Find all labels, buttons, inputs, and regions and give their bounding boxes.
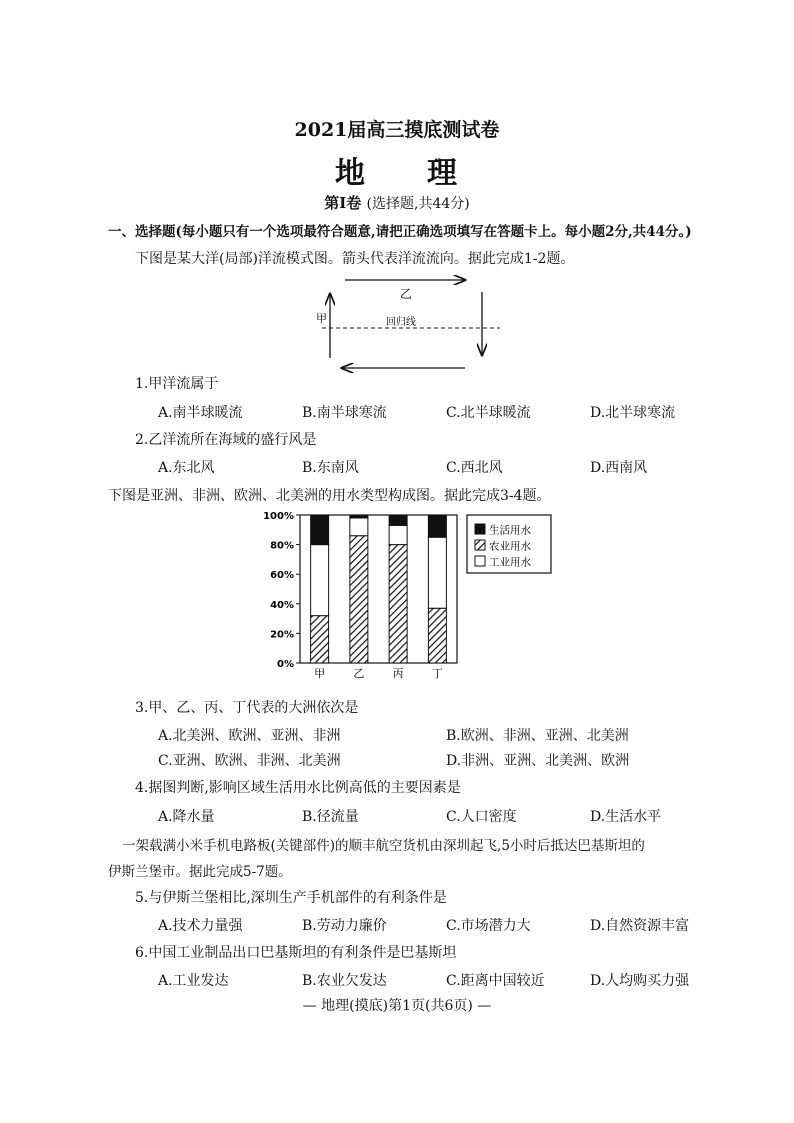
subject-char-1: 地 xyxy=(335,156,367,191)
volume-label: 第Ⅰ卷 xyxy=(324,194,362,212)
q1-option-b: B.南半球寒流 xyxy=(302,405,387,421)
legend-swatch xyxy=(475,556,485,566)
legend-label: 农业用水 xyxy=(489,540,531,553)
bar-segment xyxy=(311,515,329,545)
group3-intro-line2: 伊斯兰堡市。据此完成5-7题。 xyxy=(108,864,292,880)
y-tick-label: 60% xyxy=(270,570,294,582)
subject-title xyxy=(0,148,794,192)
q5-stem: 5.与伊斯兰堡相比,深圳生产手机部件的有利条件是 xyxy=(135,890,447,906)
q1-option-c: C.北半球暖流 xyxy=(446,405,531,421)
volume-note: (选择题,共44分) xyxy=(366,196,470,212)
section-heading: 一、选择题(每小题只有一个选项最符合题意,请把正确选项填写在答题卡上。每小题2分,共44分。) xyxy=(108,224,692,240)
q3-option-c: C.亚洲、欧洲、非洲、北美洲 xyxy=(158,753,341,769)
bar-segment xyxy=(428,537,446,608)
bar-segment xyxy=(311,545,329,616)
page-footer: — 地理(摸底)第1页(共6页) — xyxy=(302,998,492,1014)
q3-option-d: D.非洲、亚洲、北美洲、欧洲 xyxy=(446,753,630,769)
q5-option-a: A.技术力量强 xyxy=(158,918,243,934)
q6-stem: 6.中国工业制品出口巴基斯坦的有利条件是巴基斯坦 xyxy=(135,945,457,961)
q6-option-c: C.距离中国较近 xyxy=(446,973,545,989)
q2-option-d: D.西南风 xyxy=(590,460,648,476)
volume-heading xyxy=(0,192,794,213)
q4-option-c: C.人口密度 xyxy=(446,809,517,825)
y-tick-label: 40% xyxy=(270,599,294,611)
y-tick-label: 80% xyxy=(270,540,294,552)
legend-swatch xyxy=(475,524,485,534)
q1-option-d: D.北半球寒流 xyxy=(590,405,676,421)
subject-char-2: 理 xyxy=(427,156,459,191)
bar-segment xyxy=(311,616,329,663)
x-category-label: 乙 xyxy=(353,667,365,680)
q2-stem: 2.乙洋流所在海域的盛行风是 xyxy=(135,432,317,448)
q4-stem: 4.据图判断,影响区域生活用水比例高低的主要因素是 xyxy=(135,780,461,796)
q6-option-a: A.工业发达 xyxy=(158,973,229,989)
q6-option-d: D.人均购买力强 xyxy=(590,973,690,989)
q3-option-b: B.欧洲、非洲、亚洲、北美洲 xyxy=(446,728,629,744)
legend-label: 生活用水 xyxy=(489,524,531,537)
bar-segment xyxy=(389,525,407,544)
q4-option-d: D.生活水平 xyxy=(590,809,662,825)
q4-option-b: B.径流量 xyxy=(302,809,359,825)
q5-option-d: D.自然资源丰富 xyxy=(590,918,690,934)
x-category-label: 丁 xyxy=(431,667,443,680)
y-tick-label: 0% xyxy=(277,659,294,670)
legend-swatch xyxy=(475,540,485,550)
water-use-chart xyxy=(260,505,560,685)
bar-segment xyxy=(350,518,368,536)
q1-option-a: A.南半球暖流 xyxy=(158,405,243,421)
x-category-label: 丙 xyxy=(392,667,404,680)
bar-segment xyxy=(428,515,446,537)
group1-intro: 下图是某大洋(局部)洋流模式图。箭头代表洋流流向。据此完成1-2题。 xyxy=(135,251,575,267)
q2-option-c: C.西北风 xyxy=(446,460,503,476)
y-tick-label: 20% xyxy=(270,629,294,641)
group3-intro-line1: 一架载满小米手机电路板(关键部件)的顺丰航空货机由深圳起飞,5小时后抵达巴基斯坦的 xyxy=(122,838,645,854)
label-yi: 乙 xyxy=(400,287,413,301)
bar-segment xyxy=(389,545,407,663)
q5-option-b: B.劳动力廉价 xyxy=(302,918,387,934)
ocean-current-diagram xyxy=(300,270,520,380)
q2-option-b: B.东南风 xyxy=(302,460,359,476)
q1-stem: 1.甲洋流属于 xyxy=(135,376,219,392)
bar-segment xyxy=(389,515,407,525)
legend-label: 工业用水 xyxy=(489,556,531,569)
label-tropic: 回归线 xyxy=(386,317,416,328)
bar-segment xyxy=(350,515,368,518)
q3-option-a: A.北美洲、欧洲、亚洲、非洲 xyxy=(158,728,341,744)
q5-option-c: C.市场潜力大 xyxy=(446,918,531,934)
exam-title: 2021届高三摸底测试卷 xyxy=(294,119,500,141)
q4-option-a: A.降水量 xyxy=(158,809,215,825)
y-tick-label: 100% xyxy=(263,511,294,522)
bar-segment xyxy=(350,536,368,663)
q2-option-a: A.东北风 xyxy=(158,460,215,476)
group2-intro: 下图是亚洲、非洲、欧洲、北美洲的用水类型构成图。据此完成3-4题。 xyxy=(108,488,551,504)
q6-option-b: B.农业欠发达 xyxy=(302,973,387,989)
label-jia: 甲 xyxy=(316,312,327,325)
x-category-label: 甲 xyxy=(314,667,326,680)
q3-stem: 3.甲、乙、丙、丁代表的大洲依次是 xyxy=(135,700,359,716)
bar-segment xyxy=(428,608,446,663)
